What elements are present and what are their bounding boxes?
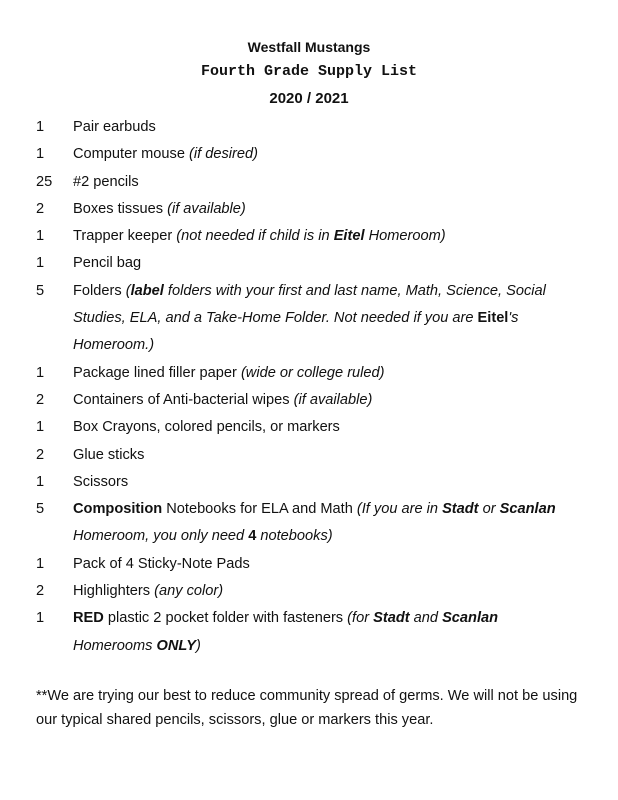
item-quantity: 1 bbox=[36, 610, 45, 627]
item-text-segment: Glue sticks bbox=[73, 446, 145, 463]
item-description bbox=[73, 360, 578, 387]
list-item bbox=[0, 278, 618, 360]
item-text-segment: plastic 2 pocket folder with fasteners bbox=[103, 610, 348, 627]
list-item bbox=[0, 605, 618, 660]
item-description bbox=[73, 223, 578, 250]
item-description bbox=[73, 114, 578, 141]
list-item bbox=[0, 360, 618, 387]
item-quantity: 2 bbox=[36, 391, 45, 408]
item-description bbox=[73, 605, 578, 660]
list-item bbox=[0, 223, 618, 250]
item-description bbox=[73, 496, 578, 551]
list-item bbox=[0, 250, 618, 277]
school-name: Westfall Mustangs bbox=[247, 39, 371, 55]
item-text-segment: Composition bbox=[73, 501, 163, 518]
item-text-segment: Pair earbuds bbox=[73, 119, 156, 135]
item-text-segment: Eitel bbox=[333, 228, 365, 245]
list-item bbox=[0, 496, 618, 551]
item-text-segment: (wide or college ruled) bbox=[240, 364, 385, 381]
item-text-segment: Eitel bbox=[477, 310, 509, 327]
item-quantity: 1 bbox=[36, 228, 45, 245]
item-quantity: 1 bbox=[36, 473, 45, 490]
item-quantity: 1 bbox=[36, 119, 45, 135]
item-description bbox=[73, 387, 578, 414]
item-quantity: 1 bbox=[36, 555, 45, 572]
item-text-segment: Containers of Anti-bacterial wipes bbox=[73, 391, 294, 408]
item-text-segment: (if desired) bbox=[189, 146, 258, 163]
item-text-segment: Scissors bbox=[73, 473, 129, 490]
item-description bbox=[73, 442, 578, 469]
item-description bbox=[73, 551, 578, 578]
item-description bbox=[73, 469, 578, 496]
item-text-segment: and bbox=[409, 610, 443, 627]
item-quantity: 2 bbox=[36, 200, 45, 217]
item-text-segment: Boxes tissues bbox=[73, 200, 168, 217]
item-text-segment: (any color) bbox=[154, 583, 224, 600]
item-text-segment: (If you are in bbox=[356, 501, 443, 518]
item-text-segment: ) bbox=[196, 637, 201, 654]
page-title: Fourth Grade Supply List bbox=[200, 63, 418, 80]
school-year: 2020 / 2021 bbox=[269, 90, 349, 107]
item-text-segment: ( bbox=[125, 282, 131, 299]
list-item bbox=[0, 551, 618, 578]
item-description bbox=[73, 578, 578, 605]
item-text-segment: Trapper keeper bbox=[73, 228, 177, 245]
list-item bbox=[0, 196, 618, 223]
item-text-segment: RED bbox=[73, 610, 104, 627]
item-quantity: 1 bbox=[36, 364, 45, 381]
item-text-segment: Package lined filler paper bbox=[73, 364, 241, 381]
item-text-segment: Pencil bag bbox=[73, 255, 142, 272]
item-description bbox=[73, 278, 578, 360]
item-text-segment: Homeroom, you only need bbox=[73, 528, 249, 545]
item-text-segment: Stadt bbox=[442, 501, 479, 518]
item-text-segment: ONLY bbox=[156, 637, 196, 654]
list-item bbox=[0, 469, 618, 496]
item-text-segment: Pack of 4 Sticky-Note Pads bbox=[73, 555, 250, 572]
item-quantity: 25 bbox=[36, 173, 53, 190]
supply-list bbox=[0, 114, 618, 660]
item-text-segment: (if available) bbox=[293, 391, 373, 408]
item-quantity: 5 bbox=[36, 282, 45, 299]
item-quantity: 1 bbox=[36, 255, 45, 272]
footer-note: **We are trying our best to reduce community spread of germs. We will not be using our typical shared pencils, scissors, glue or markers this year. bbox=[36, 688, 578, 728]
item-text-segment: Folders bbox=[73, 282, 126, 299]
list-item bbox=[0, 578, 618, 605]
item-quantity: 2 bbox=[36, 583, 45, 600]
list-item bbox=[0, 141, 618, 168]
item-description bbox=[73, 414, 578, 441]
item-text-segment: 4 bbox=[248, 528, 257, 545]
item-text-segment: Box Crayons, colored pencils, or markers bbox=[73, 419, 340, 436]
item-text-segment: folders with your first and last name, Math, Science, Social Studies, ELA, and a Take-Home Folder. Not needed if you are bbox=[73, 282, 546, 327]
item-quantity: 5 bbox=[36, 501, 45, 518]
item-text-segment: (if available) bbox=[167, 200, 246, 217]
item-text-segment: Scanlan bbox=[442, 610, 499, 627]
list-item bbox=[0, 414, 618, 441]
item-text-segment: Scanlan bbox=[499, 501, 556, 518]
item-quantity: 1 bbox=[36, 419, 45, 436]
list-item bbox=[0, 114, 618, 141]
list-item bbox=[0, 387, 618, 414]
item-text-segment: Homerooms bbox=[73, 637, 157, 654]
item-text-segment: #2 pencils bbox=[73, 173, 139, 190]
item-description bbox=[73, 196, 578, 223]
item-quantity: 1 bbox=[36, 146, 45, 163]
item-description bbox=[73, 250, 578, 277]
item-text-segment: (for bbox=[347, 610, 374, 627]
list-item bbox=[0, 169, 618, 196]
item-text-segment: Computer mouse bbox=[73, 146, 189, 163]
item-text-segment: (not needed if child is in bbox=[176, 228, 334, 245]
item-quantity: 2 bbox=[36, 446, 45, 463]
list-item bbox=[0, 442, 618, 469]
item-text-segment: Notebooks for ELA and Math bbox=[162, 501, 357, 518]
item-description bbox=[73, 141, 578, 168]
item-text-segment: or bbox=[478, 501, 500, 518]
item-text-segment: Stadt bbox=[373, 610, 410, 627]
item-text-segment: notebooks) bbox=[256, 528, 333, 545]
item-text-segment: label bbox=[130, 282, 164, 299]
item-text-segment: 's Homeroom.) bbox=[73, 310, 519, 354]
item-description bbox=[73, 169, 578, 196]
item-text-segment: Homeroom) bbox=[364, 228, 446, 245]
item-text-segment: Highlighters bbox=[73, 583, 155, 600]
